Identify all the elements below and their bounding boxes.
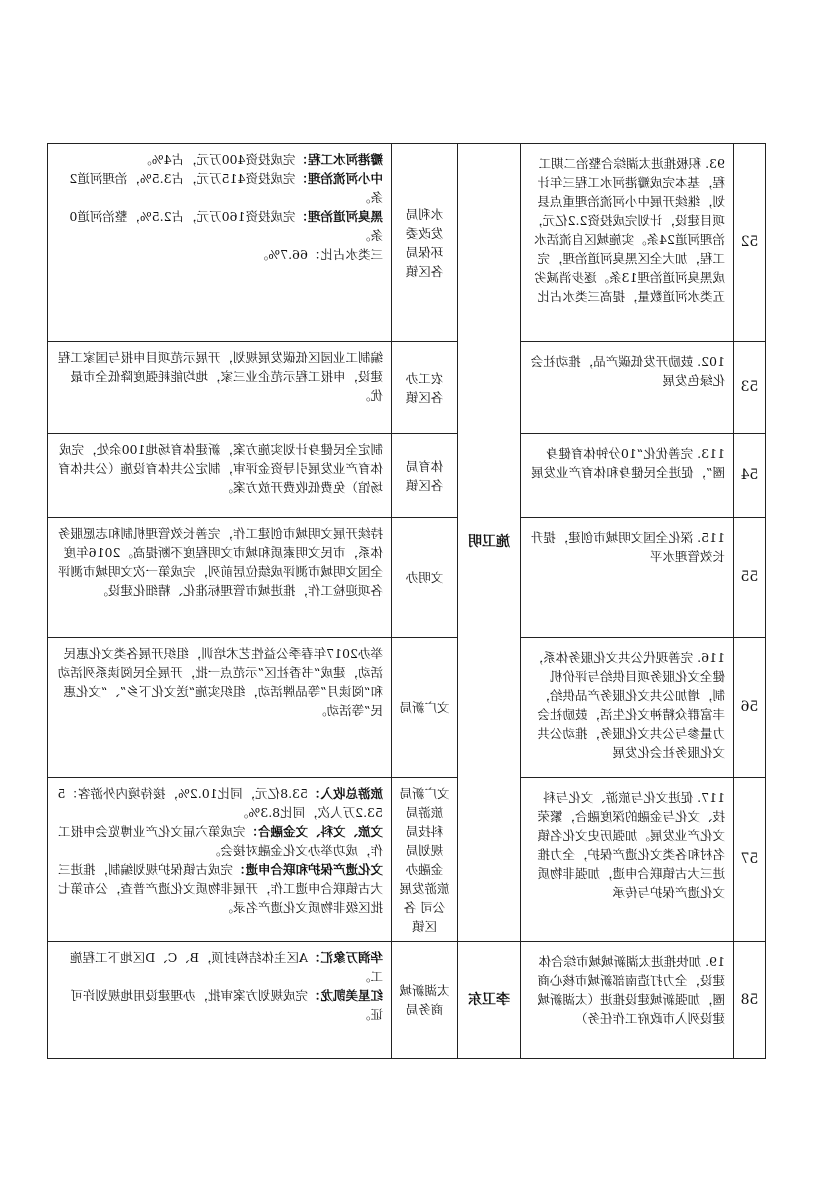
table-row: [48, 638, 766, 778]
dept-text: 文广新局 旅游局 科技局 规划局 金融办 旅游发展 公司 各 区镇: [399, 785, 450, 934]
progress-text: 完成投资415万元，占3.5%，治理河道2条。: [69, 171, 383, 205]
responsible-departments: [392, 144, 458, 342]
row-number: 52: [734, 144, 766, 342]
mirrored-document-page: [48, 143, 766, 1058]
row-number: 58: [734, 942, 766, 1059]
dept-text: 农工办 各区镇: [405, 370, 444, 405]
row-number: 53: [734, 342, 766, 434]
dept-text: 体育局 各区镇: [405, 458, 444, 493]
progress-item: [56, 948, 383, 986]
responsible-departments: [392, 434, 458, 518]
task-description: 102. 鼓励开发低碳产品，推动社会化绿色发展: [521, 342, 734, 434]
progress-text: 完成规划方案审批，办理建设用地规划许可证。: [70, 988, 383, 1022]
progress-text: 三类水占比：66.7%。: [255, 247, 383, 262]
progress-cell: [48, 434, 392, 518]
dept-text: 文明办: [405, 570, 444, 585]
row-number: 56: [734, 638, 766, 778]
progress-item: [56, 207, 383, 245]
progress-label: 文旅、文科、文金融合：: [245, 824, 383, 839]
row-number: 55: [734, 518, 766, 638]
task-description: 93. 积极推进太湖综合整治二期工程，基本完成瓣港河水工程三年计划，继续开展中小河流治理重点县项目建设，计划完成投资2.2亿元，治理河道24条。实施城区自流活水工程，加大全区黑臭河道治理，完成黑臭河道治理13条。逐步消减劣五类水河道数量，提高三类水占比: [521, 144, 734, 342]
progress-label: 文化遗产保护和联合申遗：: [232, 862, 383, 877]
progress-text: 持续开展文明城市创建工作，完善长效管理机制和志愿服务体系，市民文明素质和城市文明程度不断提高。2016年度全国文明城市测评成绩位居前列，完成第一次文明城市测评各项迎检工作，推进城市管理标准化、精细化建设。: [57, 526, 383, 598]
progress-text: 举办2017年春季公益性艺术培训，组织开展各类文化惠民活动，建成“书香社区”示范点一批，开展全民阅读系列活动和“阅读月”等品牌活动，组织实施“送文化下乡”、“文化惠民”等活动。: [57, 646, 383, 718]
progress-text: A区主体结构封顶，B、C、D区地下工程施工。: [70, 950, 383, 984]
progress-text: 完成古镇保护规划编制，推进三大古镇联合申遗工作，开展非物质文化遗产普查，公布第七批区级非物质文化遗产名录。: [57, 862, 383, 915]
responsible-departments: [392, 638, 458, 778]
progress-label: 旅游总收入：: [307, 786, 383, 801]
progress-cell: [48, 638, 392, 778]
dept-text: 文广新局: [399, 700, 450, 715]
responsible-leader: 李卫东: [458, 942, 521, 1059]
progress-item: [56, 860, 383, 917]
progress-item: [56, 822, 383, 860]
dept-text: 太湖新城 商务局: [399, 983, 450, 1017]
responsible-departments: [392, 518, 458, 638]
progress-item: [56, 784, 383, 822]
task-description: 116. 完善现代公共文化服务体系，健全文化服务项目供给与评价机制，增加公共文化服务产品供给，丰富群众精神文化生活，鼓励社会力量参与公共文化服务，推动公共文化服务社会化发展: [521, 638, 734, 778]
progress-item: [56, 245, 383, 264]
row-number: 57: [734, 778, 766, 942]
progress-text: 制定全民健身计划实施方案，新建体育场地100余处，完成体育产业发展引导资金评审，制定公共体育设施（公共体育场馆）免费低收费开放方案。: [57, 442, 383, 495]
progress-cell: [48, 144, 392, 342]
progress-label: 华润万象汇：: [307, 950, 383, 965]
table-row: [48, 518, 766, 638]
task-description: 115. 深化全国文明城市创建，提升长效管理水平: [521, 518, 734, 638]
progress-cell: [48, 778, 392, 942]
progress-cell: [48, 342, 392, 434]
progress-text: 完成第六届文化产业博览会申报工作，成功举办文化金融对接会。: [57, 824, 383, 858]
responsible-departments: [392, 778, 458, 942]
progress-text: 编制工业园区低碳发展规划，开展示范项目申报与国家工程建设，申报工程示范企业三家，地均能耗强度降低全市最优。: [57, 350, 383, 403]
task-description: 19. 加快推进太湖新城城市综合体建设，全力打造南部新城市核心商圈，加强新城建设推进（太湖新城建设列入市政府工作任务）: [521, 942, 734, 1059]
progress-label: 中小河流治理：: [295, 171, 383, 186]
progress-item: [56, 150, 383, 169]
table-row: [48, 942, 766, 1059]
progress-label: 红星美凯龙：: [307, 988, 383, 1003]
progress-cell: [48, 942, 392, 1059]
table-row: [48, 778, 766, 942]
progress-label: 黑臭河道治理：: [295, 209, 383, 224]
task-description: 113. 完善优化“10分钟体育健身圈”，促进全民健身和体育产业发展: [521, 434, 734, 518]
task-progress-table: [47, 143, 766, 1059]
progress-text: 完成投资160万元，占2.5%，整治河道0条。: [69, 209, 383, 243]
task-description: 117. 促进文化与旅游、文化与科技、文化与金融的深度融合，繁荣文化产业发展。加强历史文化名镇名村和各类文化遗产保护，全力推进三大古镇联合申遗，加强非物质文化遗产保护与传承: [521, 778, 734, 942]
table-row: [48, 342, 766, 434]
table-row: [48, 434, 766, 518]
row-number: 54: [734, 434, 766, 518]
responsible-departments: [392, 942, 458, 1059]
table-row: [48, 144, 766, 342]
progress-item: [56, 169, 383, 207]
responsible-leader: 施卫明: [458, 144, 521, 942]
progress-label: 瓣港河水工程：: [295, 152, 383, 167]
progress-text: 完成投资400万元，占4%。: [139, 152, 296, 167]
progress-item: [56, 986, 383, 1024]
responsible-departments: [392, 342, 458, 434]
progress-cell: [48, 518, 392, 638]
progress-text: 53.8亿元，同比10.2%，接待境内外游客：553.2万人次，同比8.3%。: [57, 786, 383, 820]
dept-text: 水利局 发改委 环保局 各区镇: [405, 206, 444, 279]
